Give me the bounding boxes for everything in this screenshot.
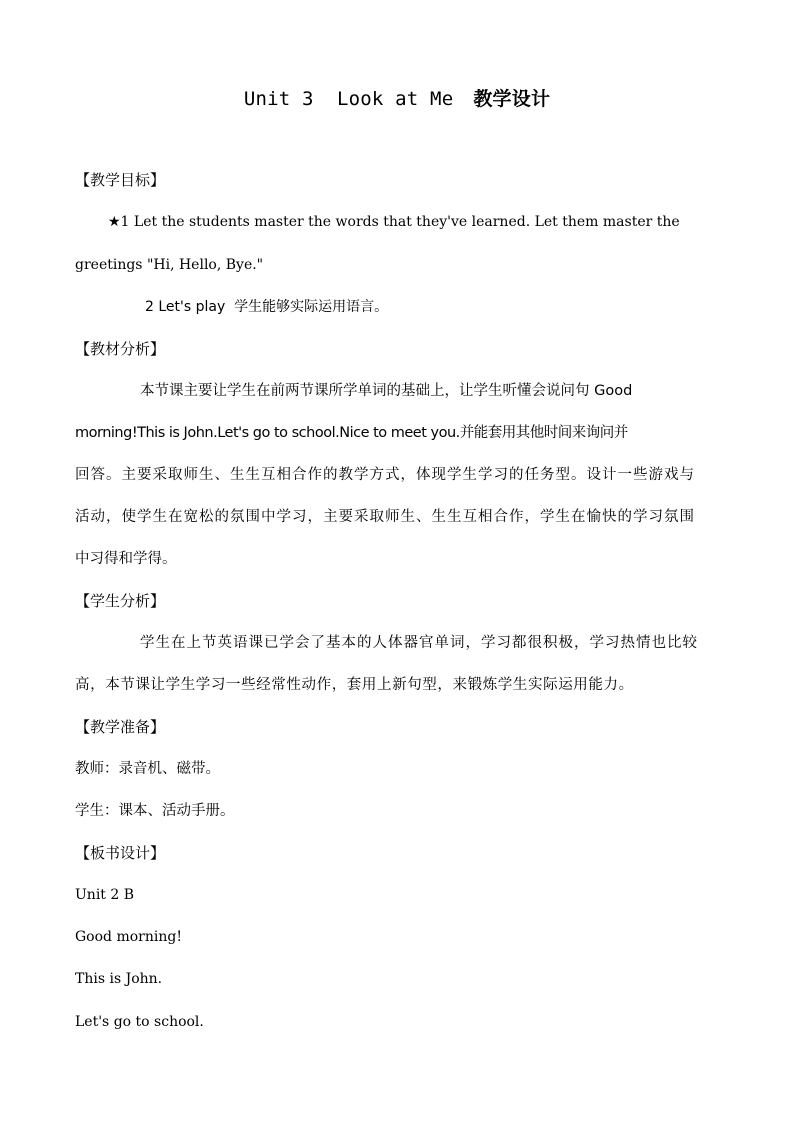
board-line-3: This is John. (75, 971, 163, 987)
page-title (0, 84, 794, 111)
students-line-2: 高，本节课让学生学习一些经常性动作，套用上新句型，来锻炼学生实际运用能力。 (75, 677, 634, 693)
prep-heading: 【教学准备】 (75, 718, 166, 736)
students-heading: 【学生分析】 (75, 592, 166, 610)
materials-line-5: 中习得和学得。 (75, 551, 177, 567)
board-heading: 【板书设计】 (75, 844, 166, 862)
objectives-heading: 【教学目标】 (75, 171, 166, 189)
board-line-1: Unit 2 B (75, 887, 135, 903)
students-line-1: 学生在上节英语课已学会了基本的人体器官单词，学习都很积极，学习热情也比较 (140, 635, 698, 651)
materials-heading: 【教材分析】 (75, 340, 166, 358)
materials-line-3: 回答。主要采取师生、生生互相合作的教学方式，体现学生学习的任务型。设计一些游戏与 (75, 467, 695, 483)
title-chinese: 教学设计 (473, 88, 551, 110)
objective-1-line-1: ★1 Let the students master the words that they've learned. Let them master the (108, 214, 680, 230)
prep-student: 学生：课本、活动手册。 (75, 803, 235, 819)
prep-teacher: 教师：录音机、磁带。 (75, 761, 220, 777)
title-english: Unit 3 Look at Me (243, 88, 454, 110)
objective-2: 2 Let's play 学生能够实际运用语言。 (145, 299, 389, 315)
board-line-2: Good morning! (75, 929, 182, 945)
board-line-4: Let's go to school. (75, 1014, 204, 1030)
materials-line-1: 本节课主要让学生在前两节课所学单词的基础上，让学生听懂会说问句 Good (140, 383, 633, 399)
materials-line-2: morning!This is John.Let's go to school.Nice to meet you.并能套用其他时间来询问并 (75, 425, 628, 441)
objective-1-line-2: greetings "Hi, Hello, Bye." (75, 257, 264, 273)
materials-line-4: 活动，使学生在宽松的氛围中学习，主要采取师生、生生互相合作，学生在愉快的学习氛围 (75, 509, 695, 525)
